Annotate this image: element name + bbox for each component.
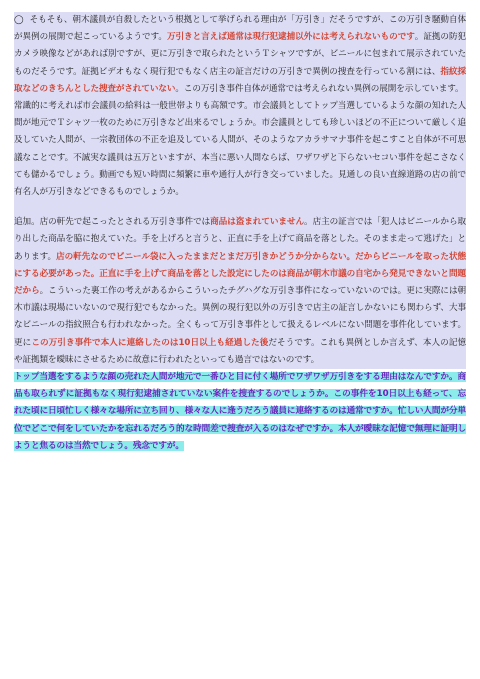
paragraph-1-text-c: 。この万引き事件自体が通常では考えられない異例の展開を示しています。	[175, 83, 464, 94]
paragraph-1-text-b: 。証拠の防犯カメラ映像などがあれば別ですが、更に万引きで取られたというＴシャツですが、ビニールに包まれて展示されていたものだそうです。証拠ビデオもなく現行犯でもなく店主の証言だけの万引きで異例の捜査を行っている割には、	[14, 32, 467, 77]
paragraph-1-emphasis-a: 万引きと言えば通常は現行犯逮捕以外には考えられないものです	[166, 32, 415, 43]
paragraph-3-text-c: 。こういった裏工作の考えがあるからこういったチグハグな万引き事件になっていないのでは。更に実際には朝木市議は現場にいないので現行犯でもなかった。異例の現行犯以外の万引きで店主の証言しかないにも関わらず、大事なビニールの指紋照合も行われなかった。全くもって万引き事件として扱えるレベルにない問題を事件化しています。更に	[14, 286, 466, 348]
article-body	[14, 12, 466, 455]
paragraph-3-text-d: だそうです。これも異例としか言えず、本人の記憶や証拠類を曖昧にさせるために故意に行われたといっても過言ではないのです。	[14, 337, 466, 365]
paragraph-2	[14, 98, 466, 201]
paragraph-1	[14, 12, 466, 98]
paragraph-1-emphasis-b: 指紋採取などのきちんとした捜査がされていない	[14, 66, 466, 94]
paragraph-3	[14, 214, 466, 369]
paragraph-3-emphasis-b: 店の軒先なのでビニール袋に入ったままだとまだ万引きかどうか分からない。だからビニールを取った状態にする必要があった。正直に手を上げて商品を落とした設定にしたのは商品が朝木市議の自宅から発見できないと問題だから	[14, 251, 467, 297]
circle-bullet-icon: ◯	[14, 15, 24, 25]
paragraph-3-text-b: 。店主の証言では「犯人はビニールから取り出した商品を脇に抱えていた。手を上げろと言うと、正直に手を上げて商品を落とした。そのまま走って逃げた」とあります。	[14, 217, 466, 262]
paragraph-1-text-a: そもそも、朝木議員が自殺したという根拠として挙げられる理由が「万引き」だそうですが、この万引き騒動自体が異例の展開で起こっているようです。	[14, 15, 466, 43]
paragraph-3-text-a: 追加。店の軒先で起こったとされる万引き事件では	[14, 217, 211, 228]
paragraph-gap	[14, 201, 466, 214]
paragraph-3-emphasis-a: 商品は盗まれていません	[210, 217, 305, 228]
paragraph-2-text: 常識的に考えれば市会議員の給料は一般世帯よりも高額です。市会議員としてトップ当選しているような顔の知れた人間が地元でＴシャツ一枚のために万引きなど出来るでしょうか。市会議員としても珍しいほどの不正について厳しく追及していた人間が、一宗教団体の不正を追及している人間が、そのようなアカラサマナ事件を起こすこと自体が不可思議なことです。不誠実な議員は五万といますが、本当に悪い人間ならば、ワザワザと下らないセコい事件を起こさなくても儲かるでしょう。動画でも短い時間に頻繁に車や通行人が行き交っていました。見通しの良い直線道路の店の前で有名人が万引きなどできるものでしょうか。	[14, 101, 466, 198]
paragraph-3-emphasis-c: この万引き事件で本人に連絡したのは10日以上も経過した後	[31, 337, 269, 348]
paragraph-4-highlighted-text: トップ当選をするような顔の売れた人間が地元で一番ひと目に付く場所でワザワザ万引きをする理由はなんですか。商品も取られずに証拠もなく現行犯逮捕されていない案件を捜査するのでしょうか。この事件を10日以上も経って、忘れた頃に日頃忙しく様々な場所に立ち回り、様々な人に逢うだろう議員に連絡するのは通常ですか。忙しい人間が分単位でどこで何をしていたかを忘れるだろう的な時間差で捜査が入るのはなぜですか。本人が曖昧な記憶で無理に証明しようと焦るのは当然でしょう。残念ですが。	[14, 372, 466, 451]
paragraph-4	[14, 369, 466, 455]
